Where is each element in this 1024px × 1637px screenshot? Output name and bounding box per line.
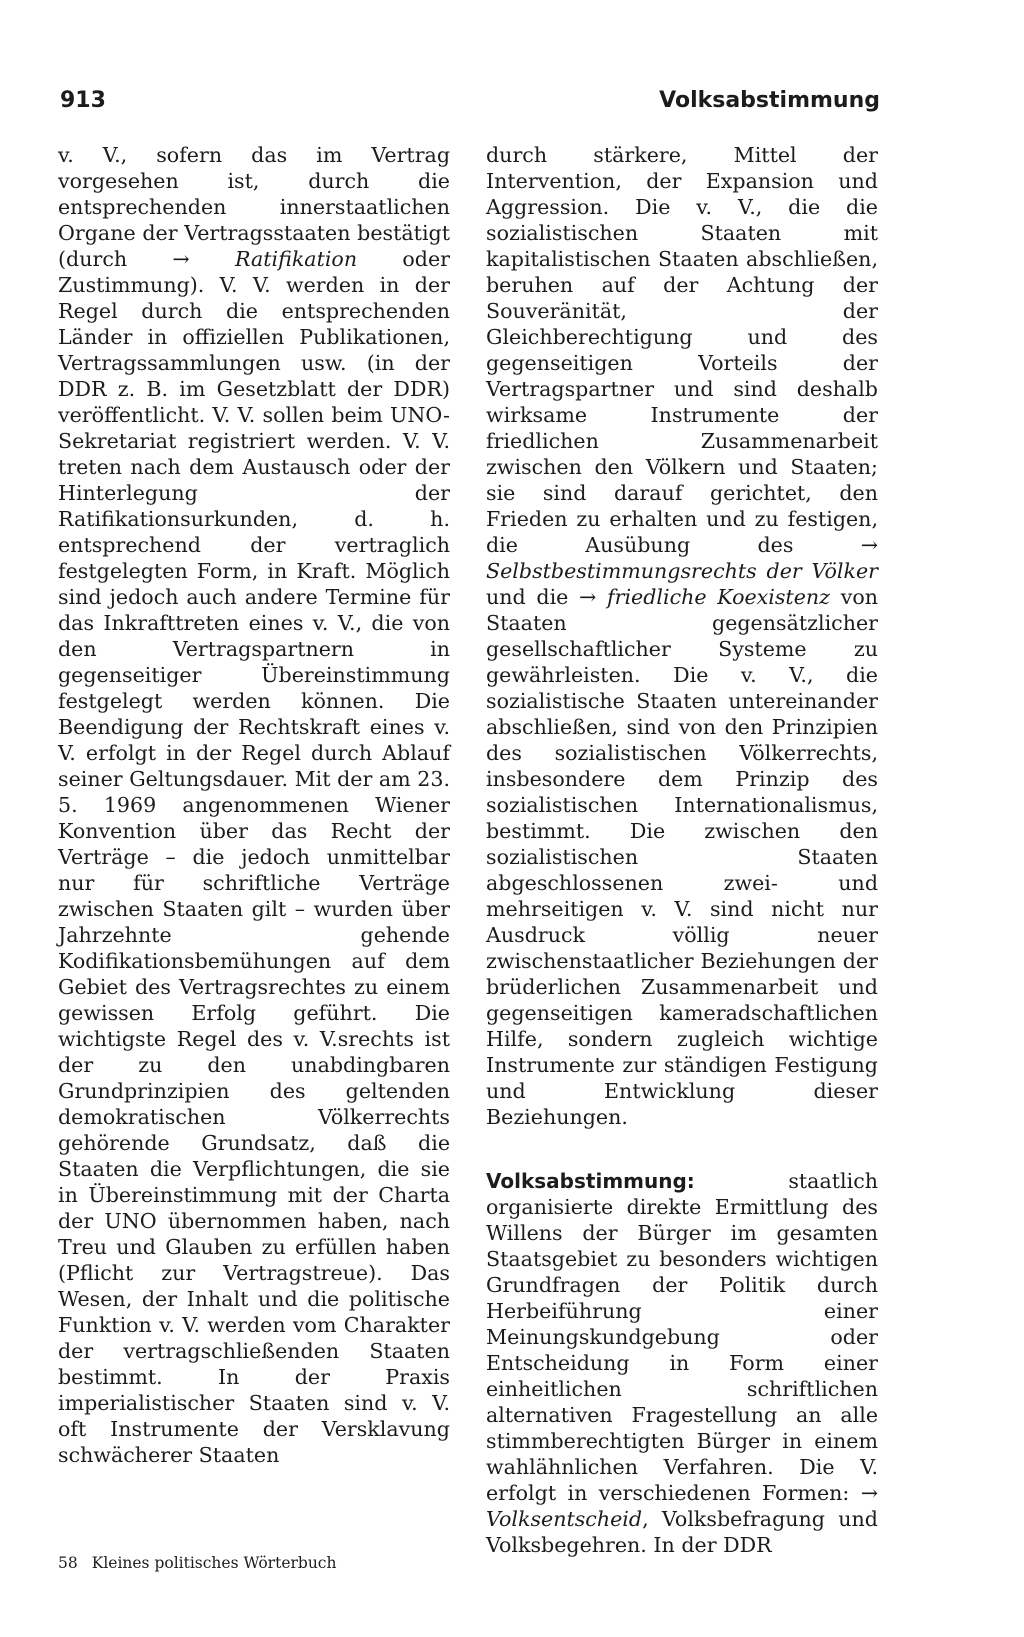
cross-reference: → friedliche Koexistenz [579, 585, 831, 609]
page-number: 913 [60, 88, 106, 113]
cross-reference: → Selbstbestimmungsrechts der Völker [486, 533, 878, 583]
left-column [58, 142, 450, 1468]
entry-headword: Volksabstimmung: [486, 1169, 695, 1193]
text-segment: v. V., sofern das im Vertrag vorgesehen ist, durch die entsprechenden innerstaatlichen Organe der Vertragsstaaten bestätigt (durch [58, 143, 450, 271]
left-column-text [58, 142, 450, 1468]
running-head: Volksabstimmung [659, 88, 880, 113]
text-segment: durch stärkere, Mittel der Intervention, der Expansion und Aggression. Die v. V., die die sozialistischen Staaten mit kapitalistischen Staaten abschließen, beruhen auf der Achtung der Souveränität, der Gleichberechtigung und des gegenseitigen Vorteils der Vertragspartner und sind deshalb wirksame Instrumente der friedlichen Zusammenarbeit zwischen den Völkern und Staaten; sie sind darauf gerichtet, den Frieden zu erhalten und zu festigen, die Ausübung des [486, 143, 878, 557]
cross-reference: → Ratifikation [172, 247, 358, 271]
footer-book-title: Kleines politisches Wörterbuch [91, 1554, 337, 1572]
dictionary-entry [486, 1168, 878, 1558]
right-column-paragraph [486, 142, 878, 1130]
text-segment: , Volksbefragung und Volksbegehren. In der DDR [486, 1507, 878, 1557]
paragraph-gap [486, 1130, 878, 1168]
text-segment: oder Zustimmung). V. V. werden in der Regel durch die entsprechenden Länder in offiziellen Publikationen, Vertragssammlungen usw. (in der DDR z. B. im Gesetzblatt der DDR) veröffentlicht. V. V. sollen beim UNO-Sekretariat registriert werden. V. V. treten nach dem Austausch oder der Hinterlegung der Ratifikationsurkunden, d. h. entsprechend der vertraglich festgelegten Form, in Kraft. Möglich sind jedoch auch andere Termine für das Inkrafttreten eines v. V., die von den Vertragspartnern in gegenseitiger Übereinstimmung festgelegt werden können. Die Beendigung der Rechtskraft eines v. V. erfolgt in der Regel durch Ablauf seiner Geltungsdauer. Mit der am 23. 5. 1969 angenommenen Wiener Konvention über das Recht der Verträge – die jedoch unmittelbar nur für schriftliche Verträge zwischen Staaten gilt – wurden über Jahrzehnte gehende Kodifikationsbemühungen auf dem Gebiet des Vertragsrechtes zu einem gewissen Erfolg geführt. Die wichtigste Regel des v. V.srechts ist der zu den unabdingbaren Grundprinzipien des geltenden demokratischen Völkerrechts gehörende Grundsatz, daß die Staaten die Verpflichtungen, die sie in Übereinstimmung mit der Charta der UNO übernommen haben, nach Treu und Glauben zu erfüllen haben (Pflicht zur Vertragstreue). Das Wesen, der Inhalt und die politische Funktion v. V. werden vom Charakter der vertragschließenden Staaten bestimmt. In der Praxis imperialistischer Staaten sind v. V. oft Instrumente der Versklavung schwächerer Staaten [58, 247, 451, 1467]
text-segment: und die [486, 585, 580, 609]
text-segment: staatlich organisierte direkte Ermittlung des Willens der Bürger im gesamten Staatsgebiet zu besonders wichtigen Grundfragen der Politik durch Herbeiführung einer Meinungskundgebung oder Entscheidung in Form einer einheitlichen schriftlichen alternativen Fragestellung an alle stimmberechtigten Bürger in einem wahlähnlichen Verfahren. Die V. erfolgt in verschiedenen Formen: [486, 1169, 878, 1505]
text-segment: von Staaten gegensätzlicher gesellschaftlicher Systeme zu gewährleisten. Die v. V., die sozialistische Staaten untereinander abschließen, sind von den Prinzipien des sozialistischen Völkerrechts, insbesondere dem Prinzip des sozialistischen Internationalismus, bestimmt. Die zwischen den sozialistischen Staaten abgeschlossenen zwei- und mehrseitigen v. V. sind nicht nur Ausdruck völlig neuer zwischenstaatlicher Beziehungen der brüderlichen Zusammenarbeit und gegenseitigen kameradschaftlichen Hilfe, sondern zugleich wichtige Instrumente zur ständigen Festigung und Entwicklung dieser Beziehungen. [486, 585, 878, 1129]
cross-reference: → Volksentscheid [486, 1481, 878, 1531]
footer [58, 1554, 336, 1572]
right-column [486, 142, 878, 1558]
footer-sheet-number: 58 [58, 1554, 78, 1572]
